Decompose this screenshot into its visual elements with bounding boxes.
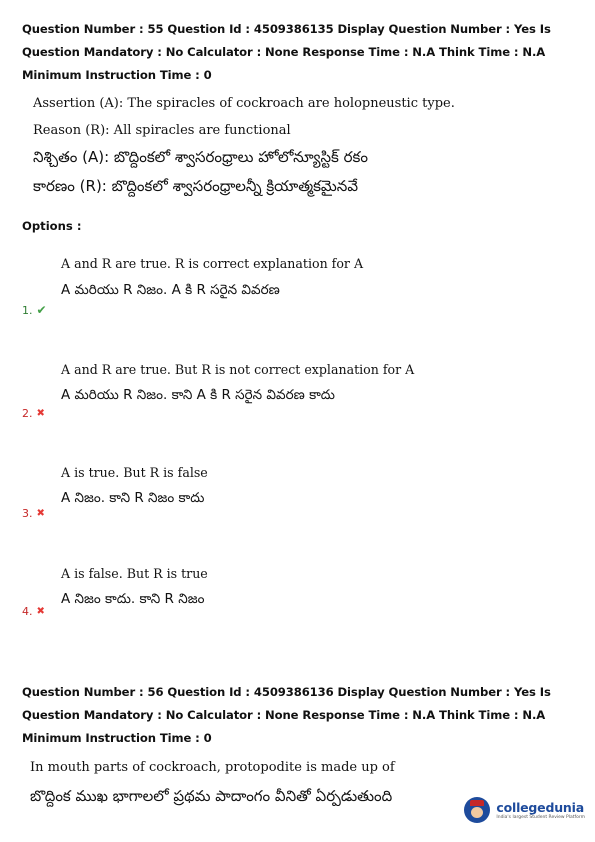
assertion-telugu: నిశ్చితం (A): బొద్దింకలో శ్వాసరంధ్రాలు హోలోన్యూస్టిక్ రకం (33, 148, 368, 166)
reason-english: Reason (R): All spiracles are functional (33, 123, 291, 138)
option-2-telugu[interactable]: A మరియు R నిజం. కాని A కి R సరైన వివరణ కాదు (61, 387, 335, 403)
option-3-number: 3. (22, 507, 33, 520)
collegedunia-logo-icon (464, 797, 490, 823)
brand-tagline: India's largest Student Review Platform (496, 815, 585, 820)
option-2-marker (22, 407, 45, 420)
option-3-marker (22, 507, 45, 520)
question-56-meta: Question Number : 56 Question Id : 4509386136 Display Question Number : Yes Is Question Mandatory : No Calculator : None Response Time : N.A Think Time : N.A Minimum Instruction Time : 0 (22, 685, 551, 745)
cross-mark-icon: ✖ (36, 508, 45, 519)
option-3-english[interactable]: A is true. But R is false (61, 465, 208, 480)
question-56-telugu: బొద్దింక ముఖ భాగాలలో ప్రథమ పాదాంగం వీనితో ఏర్పడుతుంది (30, 787, 393, 805)
option-1-telugu[interactable]: A మరియు R నిజం. A కి R సరైన వివరణ (61, 282, 280, 298)
option-4-marker (22, 605, 45, 618)
cross-mark-icon: ✖ (36, 408, 45, 419)
question-55-meta: Question Number : 55 Question Id : 4509386135 Display Question Number : Yes Is Question Mandatory : No Calculator : None Response Time : N.A Think Time : N.A Minimum Instruction Time : 0 (22, 22, 551, 82)
options-label: Options : (22, 219, 82, 233)
collegedunia-watermark (464, 797, 585, 823)
assertion-english: Assertion (A): The spiracles of cockroach are holopneustic type. (33, 96, 455, 111)
option-4-number: 4. (22, 605, 33, 618)
option-2-english[interactable]: A and R are true. But R is not correct explanation for A (61, 362, 415, 377)
option-1-english[interactable]: A and R are true. R is correct explanation for A (61, 256, 364, 271)
option-3-telugu[interactable]: A నిజం. కాని R నిజం కాదు (61, 490, 205, 506)
option-4-telugu[interactable]: A నిజం కాదు. కాని R నిజం (61, 591, 205, 607)
question-56-english: In mouth parts of cockroach, protopodite is made up of (30, 760, 395, 775)
option-1-marker (22, 303, 47, 317)
reason-telugu: కారణం (R): బొద్దింకలో శ్వాసరంధ్రాలన్నీ క్రియాత్మకమైనవే (33, 177, 358, 195)
cross-mark-icon: ✖ (36, 606, 45, 617)
brand-name: collegedunia (496, 800, 584, 815)
option-1-number: 1. (22, 303, 33, 317)
option-2-number: 2. (22, 407, 33, 420)
option-4-english[interactable]: A is false. But R is true (61, 566, 208, 581)
check-mark-icon: ✔ (36, 303, 47, 317)
